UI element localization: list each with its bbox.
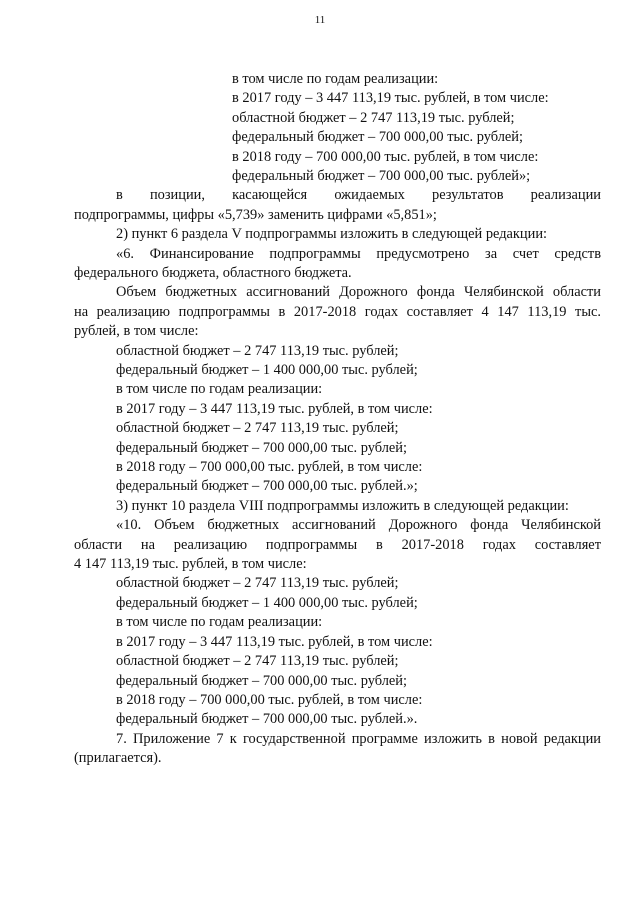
text-line: «10. Объем бюджетных ассигнований Дорожного фонда Челябинской (116, 517, 601, 534)
item-2-heading: 2) пункт 6 раздела V подпрограммы изложить в следующей редакции: (116, 226, 548, 243)
text-line: областной бюджет – 2 747 113,19 тыс. рублей; (116, 653, 399, 670)
text-line: в 2018 году – 700 000,00 тыс. рублей, в том числе: (232, 148, 539, 165)
paragraph-item-7 (74, 730, 601, 769)
text-line: на реализацию подпрограммы в 2017-2018 годах составляет 4 147 113,19 тыс. (74, 303, 601, 320)
text-line: областной бюджет – 2 747 113,19 тыс. рублей; (116, 420, 399, 437)
text-line: федерального бюджета, областного бюджета. (74, 265, 352, 282)
paragraph-budget-volume (74, 283, 601, 341)
block-budget-breakdown-2 (74, 574, 601, 729)
text-line: «6. Финансирование подпрограммы предусмотрено за счет средств (116, 245, 601, 262)
text-line: федеральный бюджет – 700 000,00 тыс. рублей; (232, 129, 523, 146)
text-line: федеральный бюджет – 1 400 000,00 тыс. рублей; (116, 594, 418, 611)
text-line: в 2018 году – 700 000,00 тыс. рублей, в том числе: (116, 691, 423, 708)
text-line: федеральный бюджет – 700 000,00 тыс. рублей; (116, 439, 407, 456)
text-line: Объем бюджетных ассигнований Дорожного фонда Челябинской области (116, 284, 601, 301)
text-line: в позиции, касающейся ожидаемых результатов реализации (116, 187, 601, 204)
text-line: в 2017 году – 3 447 113,19 тыс. рублей, в том числе: (116, 633, 433, 650)
text-line: федеральный бюджет – 1 400 000,00 тыс. рублей; (116, 362, 418, 379)
text-line: области на реализацию подпрограммы в 2017-2018 годах составляет (74, 536, 601, 553)
text-line: в том числе по годам реализации: (116, 381, 323, 398)
text-line: рублей, в том числе: (74, 323, 199, 340)
paragraph-point-10 (74, 516, 601, 574)
document-body (74, 70, 601, 769)
text-line: в том числе по годам реализации: (116, 614, 323, 631)
paragraph-expected-results (74, 186, 601, 225)
text-line: областной бюджет – 2 747 113,19 тыс. рублей; (116, 575, 399, 592)
text-line: в 2017 году – 3 447 113,19 тыс. рублей, в том числе: (116, 400, 433, 417)
text-line: в 2017 году – 3 447 113,19 тыс. рублей, в том числе: (232, 90, 549, 107)
text-line: федеральный бюджет – 700 000,00 тыс. рублей»; (232, 168, 531, 185)
text-line: 4 147 113,19 тыс. рублей, в том числе: (74, 556, 307, 573)
block-2017-2018-breakdown (74, 70, 601, 186)
page-number: 11 (314, 14, 326, 26)
text-line: 7. Приложение 7 к государственной программе изложить в новой редакции (116, 730, 601, 747)
text-line: в том числе по годам реализации: (232, 71, 439, 87)
text-line: областной бюджет – 2 747 113,19 тыс. рублей; (232, 109, 515, 126)
text-line: федеральный бюджет – 700 000,00 тыс. рублей.». (116, 711, 418, 728)
text-line: федеральный бюджет – 700 000,00 тыс. рублей; (116, 672, 407, 689)
paragraph-financing (74, 245, 601, 284)
block-budget-breakdown-1 (74, 342, 601, 497)
text-line: областной бюджет – 2 747 113,19 тыс. рублей; (116, 342, 399, 359)
item-3-heading: 3) пункт 10 раздела VIII подпрограммы изложить в следующей редакции: (116, 497, 569, 514)
text-line: (прилагается). (74, 750, 162, 767)
text-line: федеральный бюджет – 700 000,00 тыс. рублей.»; (116, 478, 418, 495)
text-line: подпрограммы, цифры «5,739» заменить цифрами «5,851»; (74, 206, 437, 223)
text-line: в 2018 году – 700 000,00 тыс. рублей, в том числе: (116, 459, 423, 476)
